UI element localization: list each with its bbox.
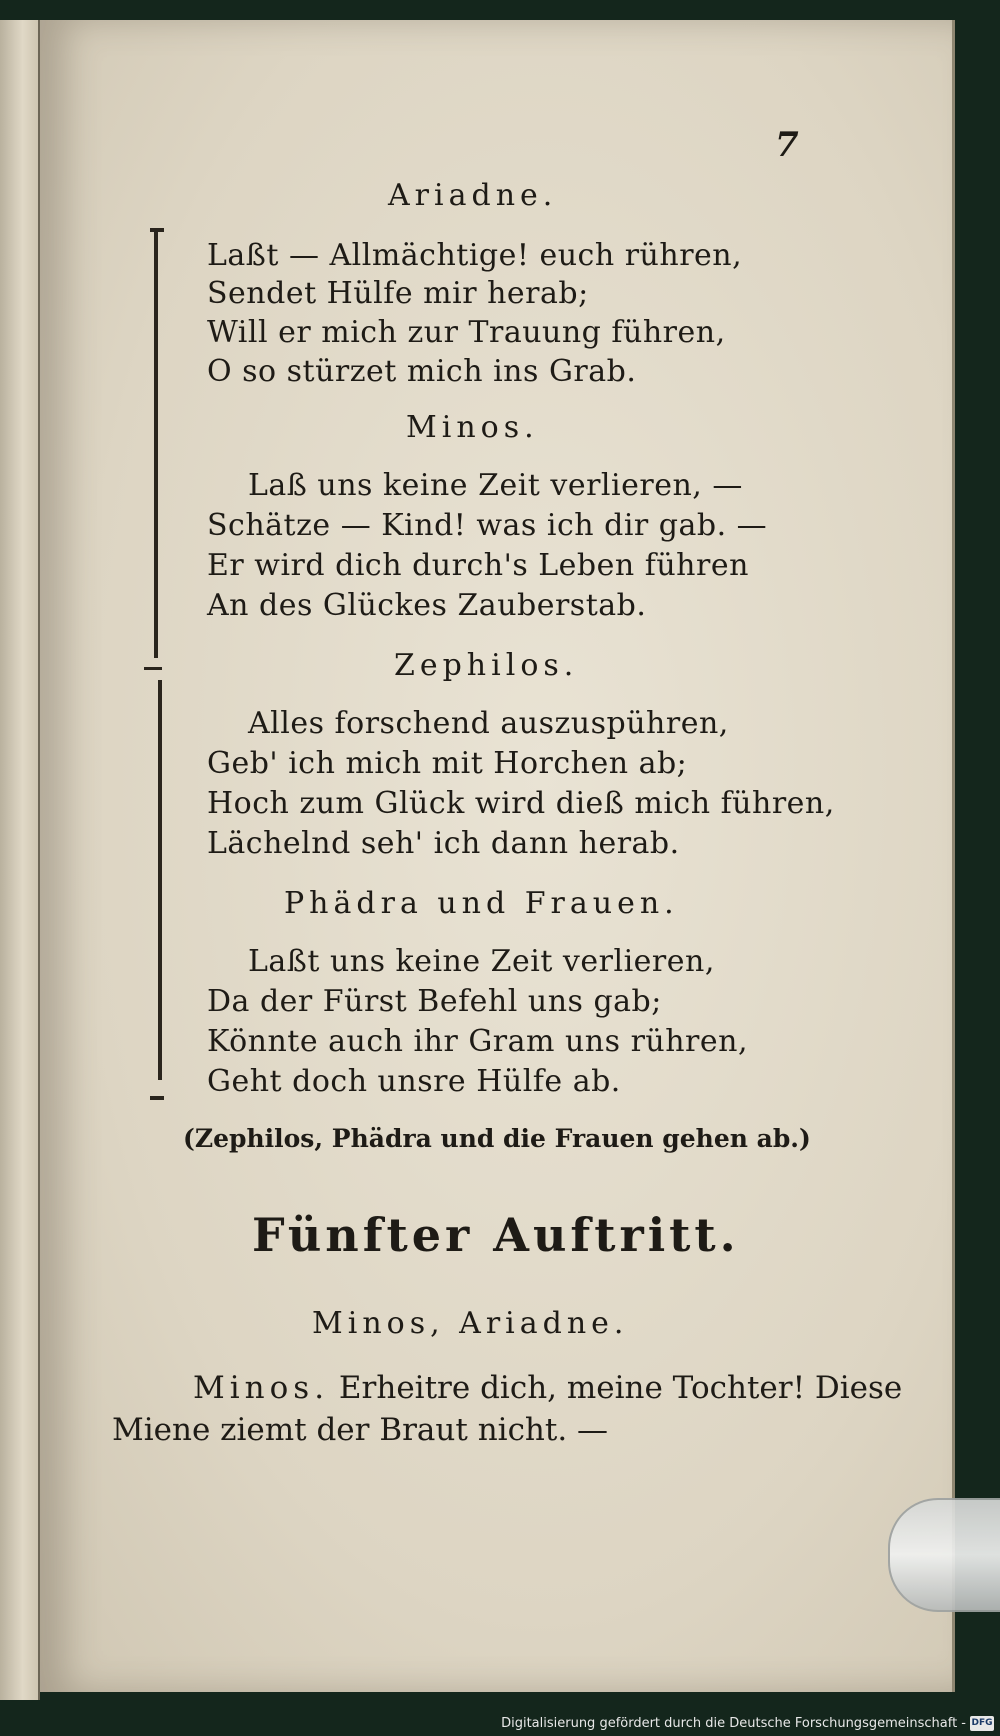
prose-speaker: Minos. <box>193 1370 330 1406</box>
scene-characters: Minos, Ariadne. <box>312 1306 629 1341</box>
verse-line: Lächelnd seh' ich dann herab. <box>207 826 680 861</box>
verse-line: Er wird dich durch's Leben führen <box>207 548 749 583</box>
footer-credit: Digitalisierung gefördert durch die Deutsche Forschungsgemeinschaft - <box>501 1716 966 1731</box>
verse-line: Schätze — Kind! was ich dir gab. — <box>207 508 768 543</box>
verse-line: Laßt uns keine Zeit verlieren, <box>248 944 715 979</box>
verse-line: Könnte auch ihr Gram uns rühren, <box>207 1024 748 1059</box>
previous-page-edge <box>0 20 40 1700</box>
verse-line: Geht doch unsre Hülfe ab. <box>207 1064 621 1099</box>
verse-brace-lower <box>158 680 162 1080</box>
verse-line: Geb' ich mich mit Horchen ab; <box>207 746 688 781</box>
prose-text: Erheitre dich, meine Tochter! Diese <box>338 1370 903 1406</box>
verse-line: An des Glückes Zauberstab. <box>207 588 647 623</box>
speaker-name: Minos. <box>406 410 539 445</box>
prose-line: Miene ziemt der Braut nicht. — <box>112 1412 609 1448</box>
verse-line: O so stürzet mich ins Grab. <box>207 354 637 389</box>
speaker-name: Zephilos. <box>394 648 579 683</box>
verse-brace-middle-point <box>144 667 162 670</box>
verse-brace-upper <box>154 230 158 658</box>
verse-brace-bottom-hook <box>150 1096 164 1100</box>
speaker-name: Ariadne. <box>388 178 558 213</box>
verse-line: Alles forschend auszuspühren, <box>248 706 729 741</box>
dfg-logo-icon: DFG <box>970 1716 994 1731</box>
verse-line: Laß uns keine Zeit verlieren, — <box>248 468 743 503</box>
prose-line <box>193 1370 902 1406</box>
scanner-clip <box>888 1498 1000 1612</box>
verse-line: Will er mich zur Trauung führen, <box>207 315 726 350</box>
verse-line: Hoch zum Glück wird dieß mich führen, <box>207 786 835 821</box>
speaker-name: Phädra und Frauen. <box>284 886 679 921</box>
stage-direction: (Zephilos, Phädra und die Frauen gehen ab.) <box>183 1124 811 1153</box>
scene-heading: Fünfter Auftritt. <box>252 1208 740 1262</box>
page-number: 7 <box>775 125 799 165</box>
verse-line: Da der Fürst Befehl uns gab; <box>207 984 662 1019</box>
verse-line: Laßt — Allmächtige! euch rühren, <box>207 238 743 273</box>
verse-line: Sendet Hülfe mir herab; <box>207 276 589 311</box>
